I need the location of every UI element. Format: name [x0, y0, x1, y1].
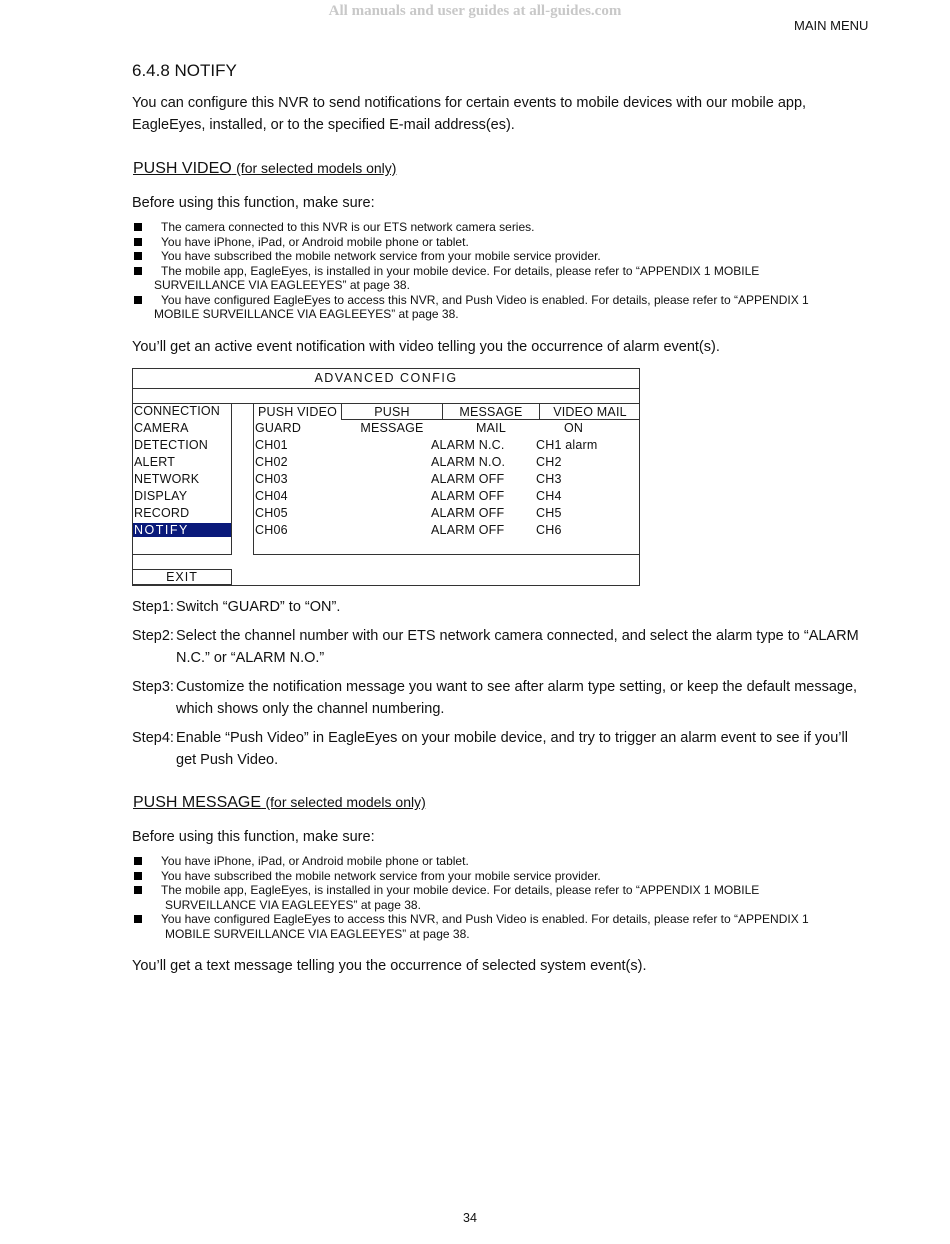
bullet-text-continued: MOBILE SURVEILLANCE VIA EAGLEEYES” at page 38.: [165, 926, 470, 941]
alarm-type-select[interactable]: ALARM OFF: [431, 489, 505, 503]
bullet-text: You have iPhone, iPad, or Android mobile phone or tablet.: [161, 854, 469, 868]
step-3: [132, 676, 872, 720]
step-label: Step2:: [132, 628, 174, 644]
push-message-result: You’ll get a text message telling you the occurrence of selected system event(s).: [132, 958, 647, 974]
bullet-square-icon: [134, 238, 142, 246]
list-item: [132, 235, 872, 250]
bullet-text: The mobile app, EagleEyes, is installed in your mobile device. For details, please refer to “APPENDIX 1 MOBILE: [161, 263, 760, 278]
bullet-square-icon: [134, 223, 142, 231]
page-number: 34: [463, 1211, 477, 1225]
menu-item-detection[interactable]: DETECTION: [134, 438, 209, 452]
guard-value[interactable]: ON: [564, 421, 584, 435]
step-label: Step1:: [132, 599, 174, 615]
channel-label: CH04: [255, 489, 288, 503]
step-1: [132, 596, 872, 618]
bullet-text: The camera connected to this NVR is our ETS network camera series.: [161, 220, 535, 234]
watermark: All manuals and user guides at all-guides.com: [328, 3, 622, 19]
bullet-text: You have subscribed the mobile network service from your mobile service provider.: [161, 249, 601, 263]
list-item: [132, 264, 872, 293]
push-video-bullet-list: [132, 220, 872, 322]
step-text: Customize the notification message you want to see after alarm type setting, or keep the default message, which shows only the channel numbering.: [176, 679, 858, 717]
bullet-text: You have subscribed the mobile network service from your mobile service provider.: [161, 868, 601, 883]
push-video-heading-text: PUSH VIDEO: [133, 160, 232, 177]
list-item: [132, 912, 872, 941]
alarm-type-select[interactable]: ALARM N.O.: [431, 455, 506, 469]
push-message-heading-note: (for selected models only): [265, 794, 426, 810]
advanced-config-dialog: [132, 368, 640, 586]
message-field[interactable]: CH6: [536, 523, 562, 537]
header-main-menu: MAIN MENU: [794, 18, 869, 33]
list-item: [132, 883, 872, 912]
step-text: Select the channel number with our ETS network camera connected, and select the alarm type to “ALARM N.C.” or “ALARM N.O.”: [176, 628, 859, 666]
push-message-bullet-list: [132, 854, 872, 941]
menu-item-display[interactable]: DISPLAY: [134, 489, 188, 503]
bullet-text: You have configured EagleEyes to access this NVR, and Push Video is enabled. For details, please refer to “APPENDIX 1: [161, 912, 809, 926]
tab-push-video[interactable]: PUSH VIDEO: [257, 405, 338, 419]
step-label: Step3:: [132, 679, 174, 695]
list-item: [132, 869, 872, 884]
step-2: [132, 625, 872, 669]
bullet-text-continued: SURVEILLANCE VIA EAGLEEYES” at page 38.: [154, 278, 410, 292]
step-text: Switch “GUARD” to “ON”.: [176, 599, 341, 615]
bullet-square-icon: [134, 267, 142, 275]
alarm-type-select[interactable]: ALARM OFF: [431, 506, 505, 520]
exit-button[interactable]: EXIT: [133, 569, 232, 585]
bullet-square-icon: [134, 872, 142, 880]
bullet-square-icon: [134, 857, 142, 865]
channel-label: CH03: [255, 472, 288, 486]
section-title: 6.4.8 NOTIFY: [132, 61, 237, 80]
push-video-heading-note: (for selected models only): [236, 160, 397, 176]
channel-label: CH05: [255, 506, 288, 520]
push-message-heading-text: PUSH MESSAGE: [133, 794, 262, 811]
list-item: [132, 293, 872, 322]
menu-item-network[interactable]: NETWORK: [134, 472, 200, 486]
bullet-square-icon: [134, 296, 142, 304]
bullet-text: The mobile app, EagleEyes, is installed in your mobile device. For details, please refer to “APPENDIX 1 MOBILE: [161, 883, 760, 897]
message-field[interactable]: CH3: [536, 472, 562, 486]
push-video-result: You’ll get an active event notification with video telling you the occurrence of alarm event(s).: [132, 339, 720, 355]
alarm-type-select[interactable]: ALARM N.C.: [431, 438, 505, 452]
alarm-type-select[interactable]: ALARM OFF: [431, 523, 505, 537]
tab-push-message[interactable]: PUSH MESSAGE: [341, 404, 442, 420]
message-field[interactable]: CH4: [536, 489, 562, 503]
step-label: Step4:: [132, 730, 174, 746]
push-video-heading: [133, 160, 396, 178]
config-menu: [133, 403, 232, 555]
bullet-text-continued: SURVEILLANCE VIA EAGLEEYES” at page 38.: [165, 897, 421, 912]
message-field[interactable]: CH5: [536, 506, 562, 520]
section-intro: You can configure this NVR to send notifications for certain events to mobile devices with our mobile app, EagleEyes, installed, or to the specified E-mail address(es).: [132, 95, 807, 133]
channel-label: CH01: [255, 438, 288, 452]
bullet-text: You have iPhone, iPad, or Android mobile phone or tablet.: [161, 234, 469, 249]
menu-item-camera[interactable]: CAMERA: [134, 421, 189, 435]
tab-message-mail[interactable]: MESSAGE MAIL: [442, 404, 539, 420]
dialog-title: ADVANCED CONFIG: [133, 369, 639, 389]
list-item: [132, 854, 872, 869]
notify-panel: [253, 403, 640, 555]
list-item: [132, 249, 872, 264]
bullet-text: You have configured EagleEyes to access this NVR, and Push Video is enabled. For details, please refer to “APPENDIX 1: [161, 292, 809, 307]
menu-item-record[interactable]: RECORD: [134, 506, 190, 520]
channel-label: CH06: [255, 523, 288, 537]
step-4: [132, 727, 872, 771]
message-field[interactable]: CH1 alarm: [536, 438, 598, 452]
list-item: [132, 220, 872, 235]
guard-label: GUARD: [255, 421, 302, 435]
menu-item-connection[interactable]: CONNECTION: [134, 404, 221, 418]
bullet-square-icon: [134, 252, 142, 260]
menu-item-alert[interactable]: ALERT: [134, 455, 176, 469]
alarm-type-select[interactable]: ALARM OFF: [431, 472, 505, 486]
bullet-text-continued: MOBILE SURVEILLANCE VIA EAGLEEYES” at page 38.: [154, 307, 459, 321]
push-message-before: Before using this function, make sure:: [132, 829, 375, 845]
tab-video-mail[interactable]: VIDEO MAIL: [539, 404, 640, 420]
push-message-heading: [133, 794, 426, 812]
step-text: Enable “Push Video” in EagleEyes on your mobile device, and try to trigger an alarm event to see if you’ll get Push Video.: [176, 730, 848, 768]
bullet-square-icon: [134, 915, 142, 923]
message-field[interactable]: CH2: [536, 455, 562, 469]
channel-label: CH02: [255, 455, 288, 469]
menu-item-notify[interactable]: NOTIFY: [133, 523, 231, 537]
bullet-square-icon: [134, 886, 142, 894]
push-video-before: Before using this function, make sure:: [132, 195, 375, 211]
